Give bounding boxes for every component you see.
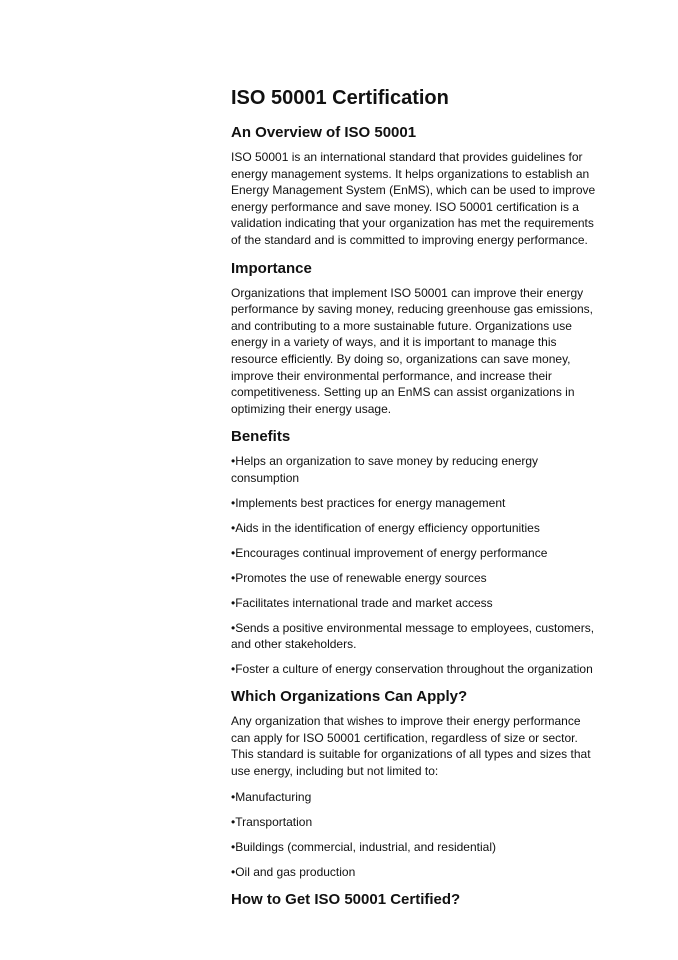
list-item: • Oil and gas production (231, 864, 599, 881)
document-page (231, 86, 599, 916)
apply-heading: Which Organizations Can Apply? (231, 687, 468, 705)
page-title: ISO 50001 Certification (231, 87, 449, 109)
benefits-heading: Benefits (231, 428, 291, 446)
list-item: • Helps an organization to save money by reducing energy consumption (231, 453, 599, 486)
importance-heading: Importance (231, 259, 312, 277)
list-item: • Transportation (231, 814, 599, 831)
list-item: • Facilitates international trade and market access (231, 595, 599, 612)
certification-heading: How to Get ISO 50001 Certified? (231, 890, 461, 908)
overview-paragraph: ISO 50001 is an international standard that provides guidelines for energy management systems. It helps organizations to establish an Energy Management System (EnMS), which can be used to improve energy performance and save money. ISO 50001 certification is a validation indicating that your organization has met the requirements of the standard and is committed to improving energy performance. (231, 150, 596, 247)
list-item: • Encourages continual improvement of energy performance (231, 545, 599, 562)
benefits-list (231, 453, 599, 678)
overview-heading: An Overview of ISO 50001 (231, 124, 417, 141)
list-item: • Implements best practices for energy management (231, 495, 599, 512)
list-item: • Foster a culture of energy conservation throughout the organization (231, 661, 599, 678)
apply-paragraph: Any organization that wishes to improve their energy performance can apply for ISO 50001 certification, regardless of size or sector. This standard is suitable for organizations of all types and sizes that use energy, including but not limited to: (231, 713, 591, 778)
importance-paragraph: Organizations that implement ISO 50001 can improve their energy performance by saving money, reducing greenhouse gas emissions, and contributing to a more sustainable future. Organizations use energy in a variety of ways, and it is important to manage this resource efficiently. By doing so, organizations can save money, improve their environmental performance, and increase their competitiveness. Setting up an EnMS can assist organizations in optimizing their energy usage. (231, 285, 593, 416)
list-item: • Manufacturing (231, 789, 599, 806)
list-item: • Aids in the identification of energy efficiency opportunities (231, 520, 599, 537)
list-item: • Sends a positive environmental message to employees, customers, and other stakeholders. (231, 620, 599, 653)
list-item: • Buildings (commercial, industrial, and residential) (231, 839, 599, 856)
sector-list (231, 789, 599, 881)
list-item: • Promotes the use of renewable energy sources (231, 570, 599, 587)
